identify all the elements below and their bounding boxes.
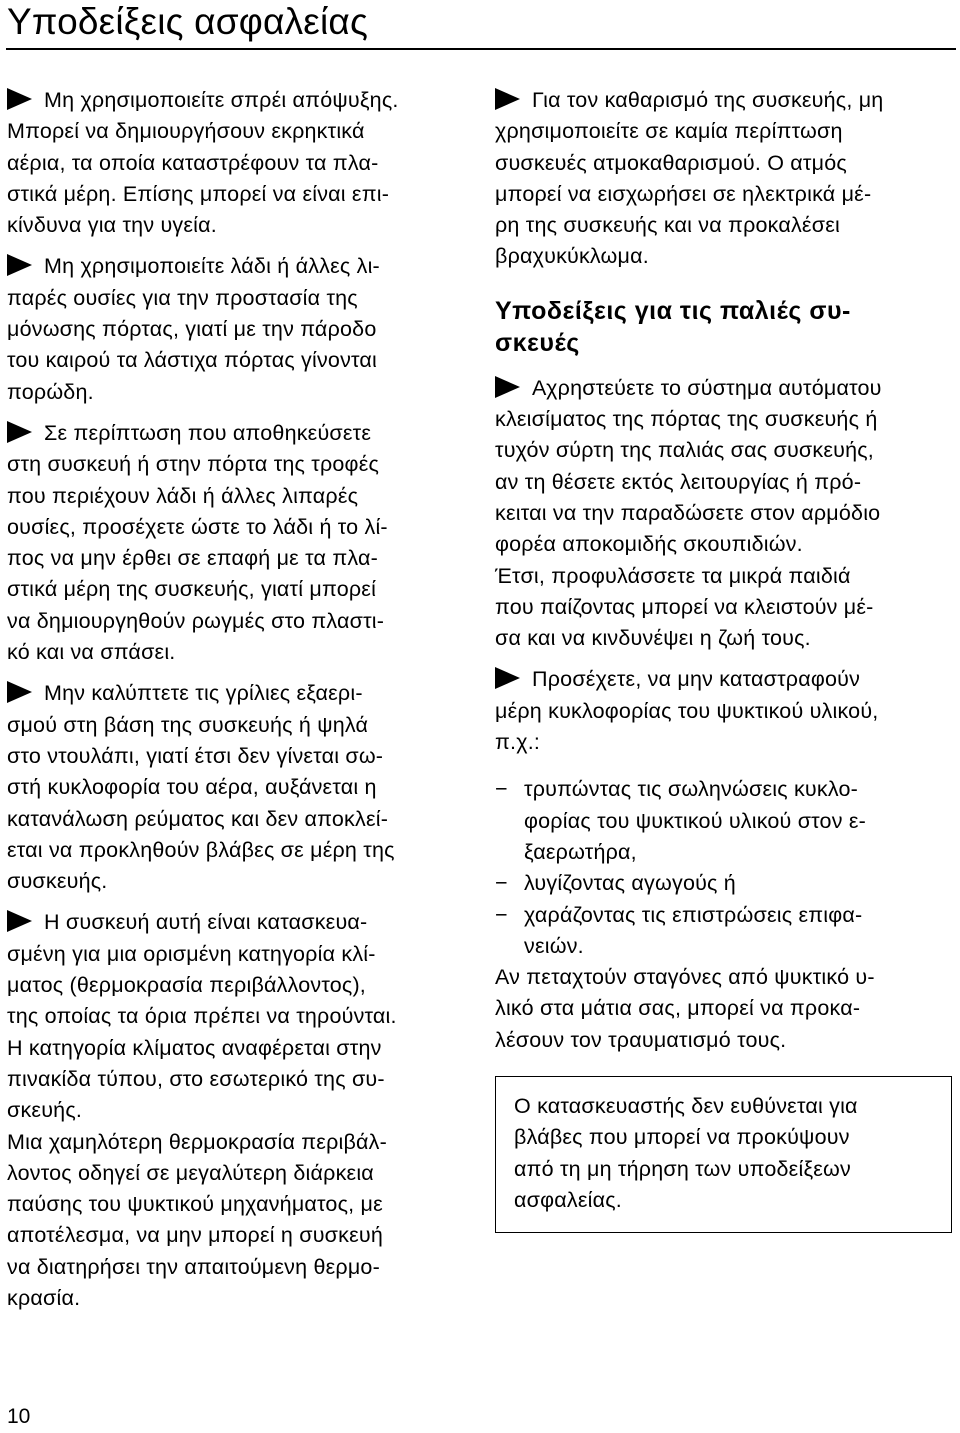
text-line: στικά μέρη. Επίσης μπορεί να είναι επι- <box>7 181 390 206</box>
text-line: αέρια, τα οποία καταστρέφουν τα πλα- <box>7 150 379 175</box>
text-line: μέρη κυκλοφορίας του ψυκτικού υλικού, <box>495 698 879 723</box>
text-line: να διατηρήσει την απαιτούμενη θερμο- <box>7 1254 380 1279</box>
warning-oily-food-storage <box>7 418 467 668</box>
text-line: της οποίας τα όρια πρέπει να τηρούνται. <box>7 1004 397 1029</box>
page-number: 10 <box>7 1405 31 1428</box>
triangle-bullet-icon <box>495 88 520 110</box>
left-column <box>7 85 467 1314</box>
text-line: κλεισίματος της πόρτας της συσκευής ή <box>495 407 878 432</box>
triangle-bullet-icon <box>7 88 32 110</box>
triangle-bullet-icon <box>7 681 32 703</box>
text-line: Αν πεταχτούν σταγόνες από ψυκτικό υ- <box>495 965 875 990</box>
text-line: παύσης του ψυκτικού μηχανήματος, με <box>7 1192 383 1217</box>
section-heading-old-appliances <box>495 295 950 359</box>
triangle-bullet-icon <box>495 667 520 689</box>
text-line: μόνωσης πόρτας, γιατί με την πάροδο <box>7 317 377 342</box>
title-divider <box>6 48 956 50</box>
text-line: πος να μην έρθει σε επαφή με τα πλα- <box>7 546 378 571</box>
text-line: στή κυκλοφορία του αέρα, αυξάνεται η <box>7 775 377 800</box>
text-line: κρασία. <box>7 1285 81 1310</box>
info-disable-door-lock <box>495 373 950 655</box>
text-line: Η κατηγορία κλίματος αναφέρεται στην <box>7 1035 382 1060</box>
text-line: νειών. <box>524 933 584 958</box>
text-line: σμένη για μια ορισμένη κατηγορία κλί- <box>7 941 376 966</box>
text-line: αν τη θέσετε εκτός λειτουργίας ή πρό- <box>495 469 862 494</box>
text-line: ρη της συσκευής και να προκαλέσει <box>495 213 840 238</box>
page-title: Υποδείξεις ασφαλείας <box>7 1 369 42</box>
text-line: Αχρηστεύετε το σύστημα αυτόματου <box>532 375 882 400</box>
text-line: Σε περίπτωση που αποθηκεύσετε <box>44 420 372 445</box>
text-line: σμού στη βάση της συσκευής ή ψηλά <box>7 712 369 737</box>
text-line: του καιρού τα λάστιχα πόρτας γίνονται <box>7 348 378 373</box>
list-item <box>495 868 950 899</box>
triangle-bullet-icon <box>7 910 32 932</box>
dash-bullet: − <box>495 777 508 802</box>
text-line: βλάβες που μπορεί να προκύψουν <box>514 1125 850 1150</box>
warning-refrigerant-circuit <box>495 664 950 758</box>
text-line: Για τον καθαρισμό της συσκευής, μη <box>532 88 884 112</box>
text-line: παρές ουσίες για την προστασία της <box>7 285 358 310</box>
list-item <box>495 900 950 963</box>
text-line: κατανάλωση ρεύματος και δεν αποκλεί- <box>7 806 389 831</box>
info-climate-class <box>7 907 467 1314</box>
text-line: Ο κατασκευαστής δεν ευθύνεται για <box>514 1094 858 1119</box>
heading-line: Υποδείξεις για τις παλιές συ- <box>495 296 851 325</box>
warning-ventilation-grilles <box>7 678 467 897</box>
text-line: λέσουν τον τραυματισμό τους. <box>495 1027 787 1052</box>
warning-defrost-spray <box>7 85 467 241</box>
dash-bullet: − <box>495 871 508 896</box>
text-line: λοντος οδηγεί σε μεγαλύτερη διάρκεια <box>7 1160 374 1185</box>
text-line: πορώδη. <box>7 379 94 404</box>
text-line: τυχόν σύρτη της παλιάς σας συσκευής, <box>495 438 874 463</box>
warning-eye-injury <box>495 962 950 1056</box>
text-line: σα και να κινδυνέψει η ζωή τους. <box>495 626 811 651</box>
text-line: στο ντουλάπι, γιατί έτσι δεν γίνεται σω- <box>7 743 384 768</box>
text-line: Προσέχετε, να μην καταστραφούν <box>532 667 861 692</box>
text-line: χαράζοντας τις επιστρώσεις επιφα- <box>524 902 863 927</box>
text-line: ουσίες, προσέχετε ώστε το λάδι ή το λί- <box>7 514 388 539</box>
liability-notice-box <box>495 1076 952 1233</box>
text-line: αποτέλεσμα, να μην μπορεί η συσκευή <box>7 1223 383 1248</box>
text-line: Μια χαμηλότερη θερμοκρασία περιβάλ- <box>7 1129 387 1154</box>
text-line: στικά μέρη της συσκευής, γιατί μπορεί <box>7 577 377 602</box>
text-line: λικό στα μάτια σας, μπορεί να προκα- <box>495 996 861 1021</box>
text-line: σκευής. <box>7 1098 83 1123</box>
text-line: Μη χρησιμοποιείτε σπρέι απόψυξης. <box>44 88 399 112</box>
text-line: Η συσκευή αυτή είναι κατασκευα- <box>44 910 368 935</box>
list-item <box>495 774 950 868</box>
heading-line: σκευές <box>495 328 580 357</box>
text-line: λυγίζοντας αγωγούς ή <box>524 871 736 896</box>
text-line: κειται να την παραδώσετε στον αρμόδιο <box>495 500 881 525</box>
text-line: που περιέχουν λάδι ή άλλες λιπαρές <box>7 483 359 508</box>
text-line: Έτσι, προφυλάσσετε τα μικρά παιδιά <box>495 563 851 588</box>
triangle-bullet-icon <box>495 376 520 398</box>
text-line: τρυπώντας τις σωληνώσεις κυκλο- <box>524 777 858 802</box>
text-line: από τη μη τήρηση των υποδείξεων <box>514 1156 851 1181</box>
text-line: να δημιουργηθούν ρωγμές στο πλαστι- <box>7 608 385 633</box>
text-line: στη συσκευή ή στην πόρτα της τροφές <box>7 452 380 477</box>
text-line: που παίζοντας μπορεί να κλειστούν μέ- <box>495 594 874 619</box>
text-line: κίνδυνα για την υγεία. <box>7 213 217 238</box>
dash-bullet: − <box>495 902 508 927</box>
text-line: ασφαλείας. <box>514 1187 622 1212</box>
text-line: συσκευής. <box>7 869 108 894</box>
text-line: μπορεί να εισχωρήσει σε ηλεκτρικά μέ- <box>495 181 872 206</box>
text-line: Μη χρησιμοποιείτε λάδι ή άλλες λι- <box>44 254 380 279</box>
text-line: ξαερωτήρα, <box>524 839 637 864</box>
text-line: Μην καλύπτετε τις γρίλιες εξαερι- <box>44 681 363 706</box>
text-line: εται να προκληθούν βλάβες σε μέρη της <box>7 837 395 862</box>
triangle-bullet-icon <box>7 254 32 276</box>
text-line: Μπορεί να δημιουργήσουν εκρηκτικά <box>7 119 365 144</box>
text-line: φορέα αποκομιδής σκουπιδιών. <box>495 532 803 557</box>
text-line: βραχυκύκλωμα. <box>495 244 649 269</box>
text-line: πινακίδα τύπου, στο εσωτερικό της συ- <box>7 1066 385 1091</box>
right-column <box>495 85 950 1233</box>
text-line: ματος (θερμοκρασία περιβάλλοντος), <box>7 973 366 998</box>
text-line: κό και να σπάσει. <box>7 640 176 665</box>
text-line: συσκευές ατμοκαθαρισμού. Ο ατμός <box>495 150 847 175</box>
text-line: φορίας του ψυκτικού υλικού στον ε- <box>524 808 866 833</box>
text-line: π.χ.: <box>495 730 541 755</box>
text-line: χρησιμοποιείτε σε καμία περίπτωση <box>495 119 843 144</box>
warning-door-seal-oil <box>7 251 467 407</box>
triangle-bullet-icon <box>7 421 32 443</box>
warning-steam-cleaner <box>495 85 950 273</box>
